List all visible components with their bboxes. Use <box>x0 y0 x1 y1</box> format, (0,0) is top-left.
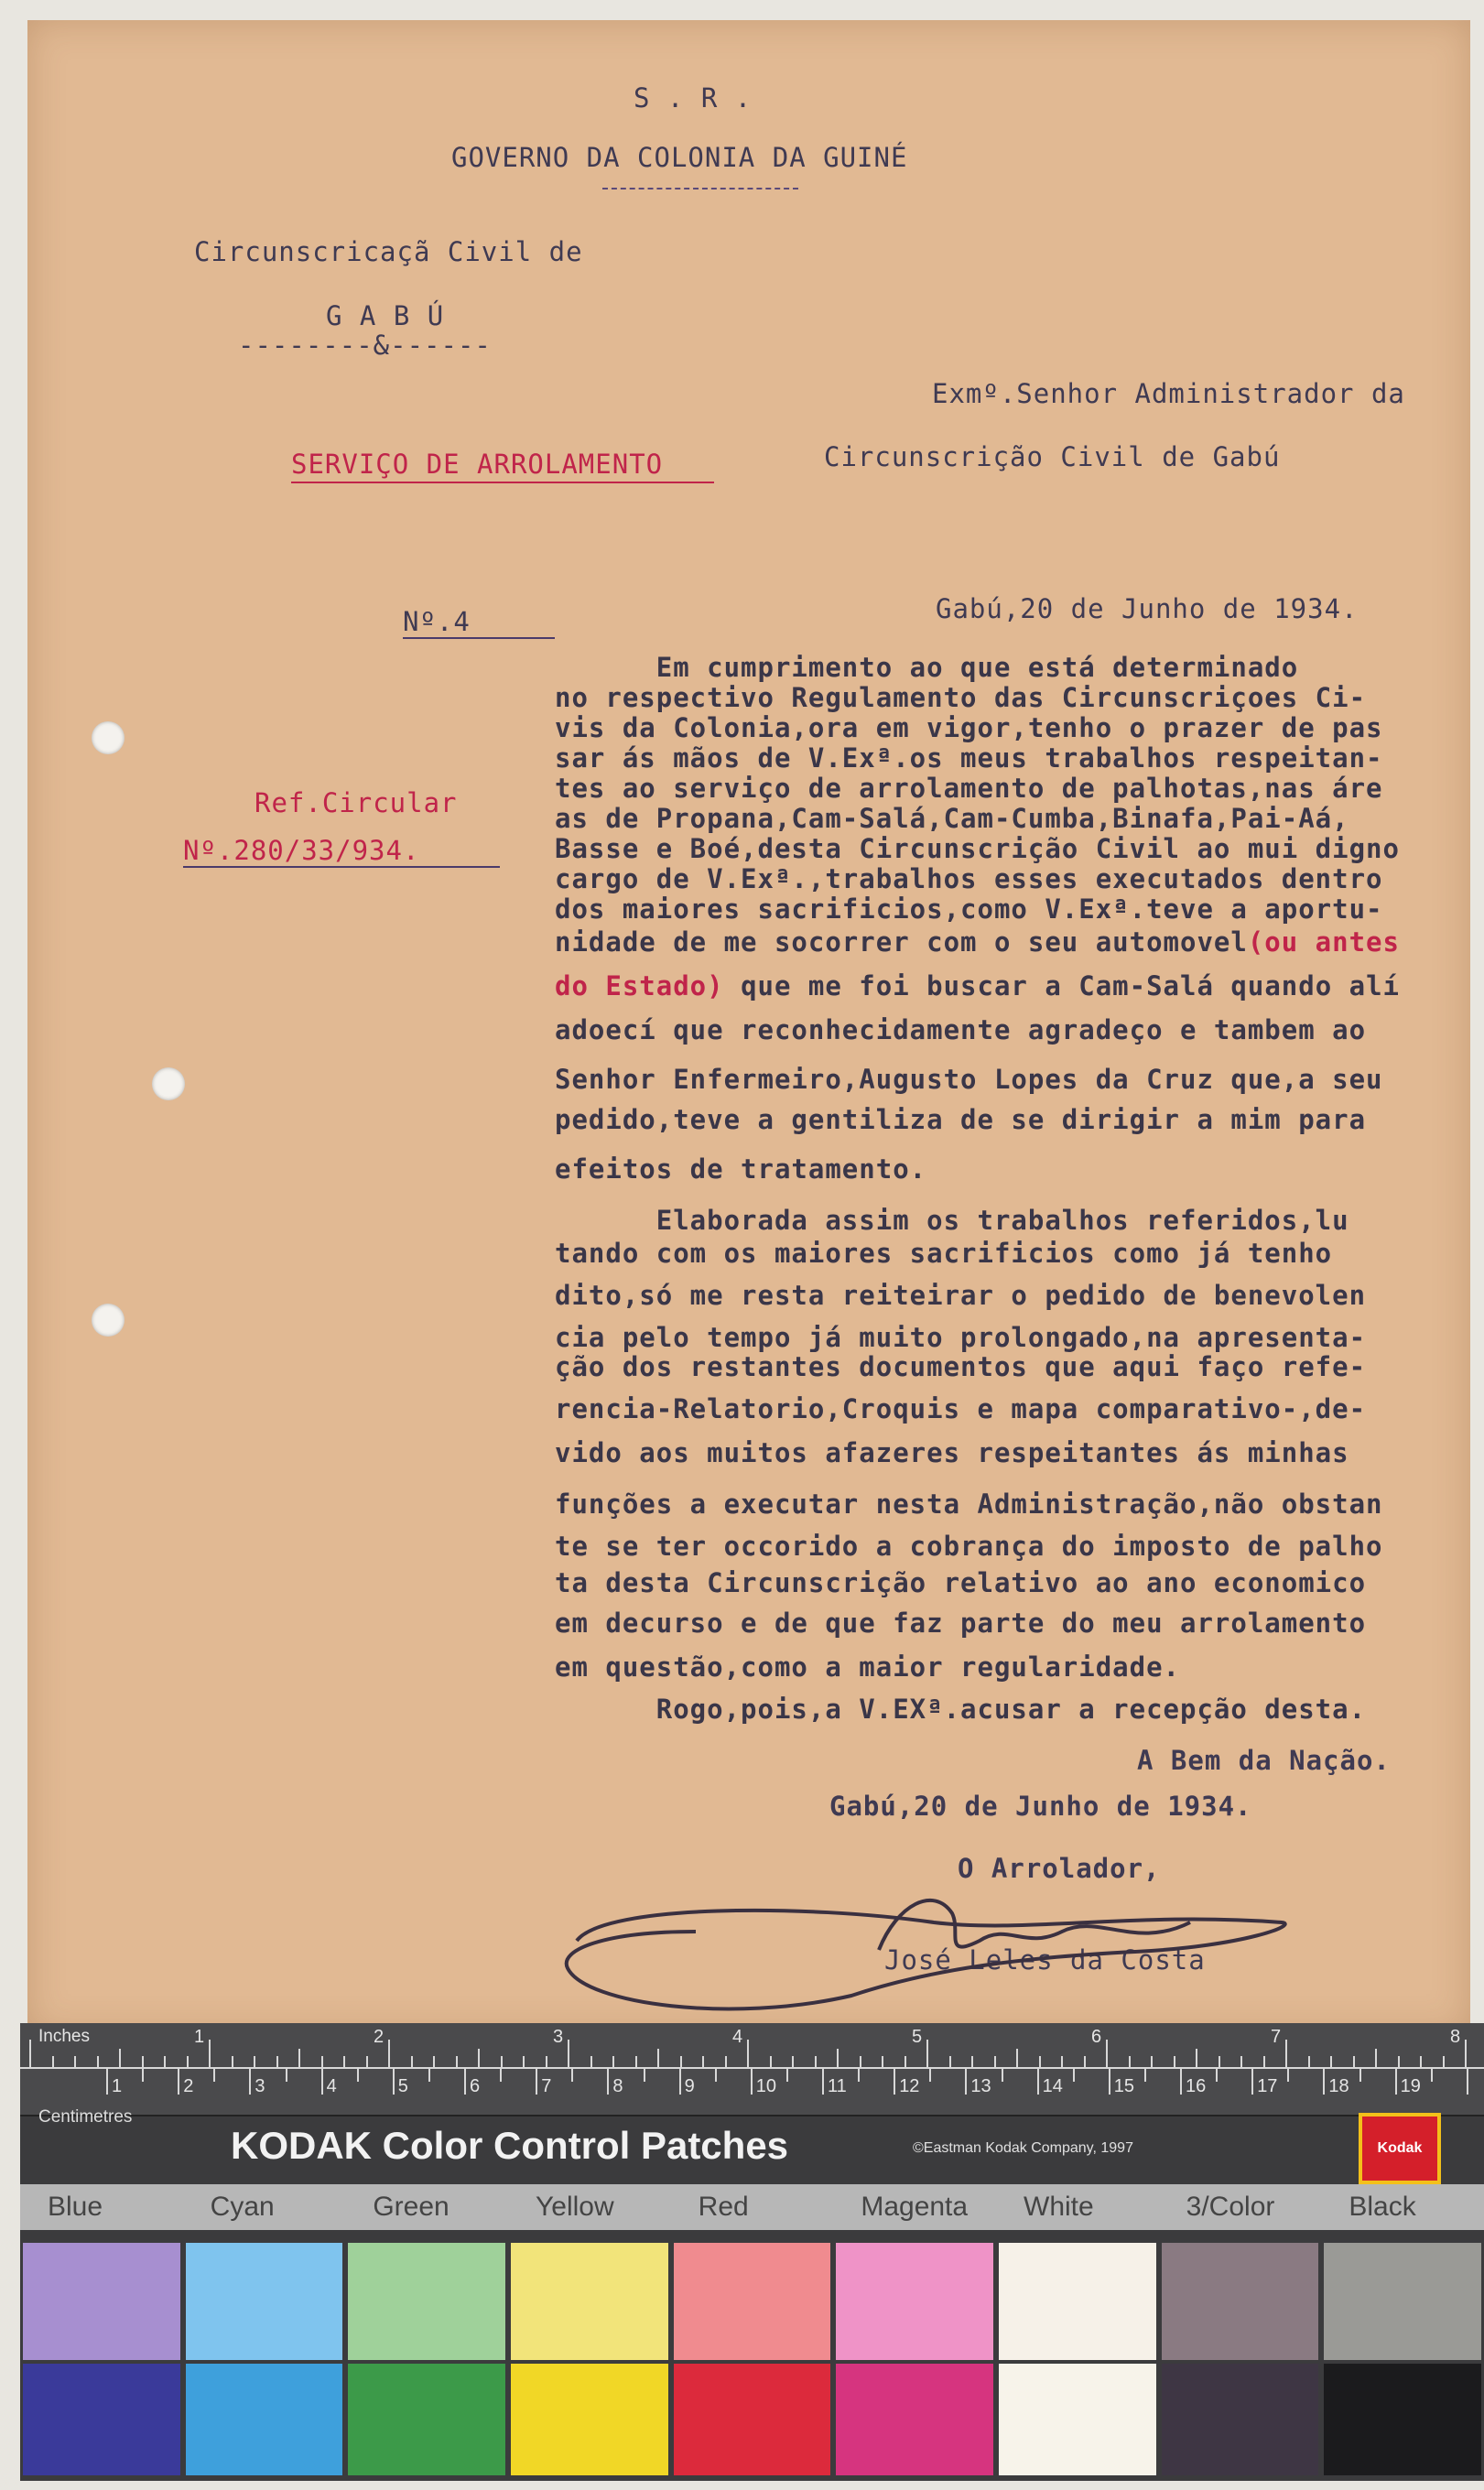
color-patch-bottom <box>23 2364 180 2475</box>
inch-tick <box>276 2056 278 2067</box>
inch-tick <box>119 2049 121 2067</box>
body-line: te se ter occorido a cobrança do imposto de palho <box>555 1531 1383 1562</box>
color-patch-top <box>999 2243 1156 2360</box>
inch-tick <box>702 2056 704 2067</box>
cm-number: 6 <box>470 2076 481 2096</box>
inch-tick <box>590 2056 592 2067</box>
number-underline <box>403 637 555 639</box>
inch-tick <box>501 2056 503 2067</box>
color-patch-bottom <box>674 2364 831 2475</box>
body-text: nidade de me socorrer com o seu automovel <box>555 926 1248 958</box>
body-line: pedido,teve a gentiliza de se dirigir a mim para <box>555 1104 1367 1135</box>
inch-number: 6 <box>1091 2027 1102 2047</box>
cm-tick <box>929 2069 931 2082</box>
inch-tick <box>343 2056 345 2067</box>
cm-tick <box>500 2069 502 2082</box>
cm-number: 1 <box>112 2076 123 2096</box>
patch-name: Red <box>698 2192 749 2222</box>
cm-number: 10 <box>755 2076 777 2096</box>
inch-tick <box>298 2049 300 2067</box>
cm-tick <box>751 2069 753 2095</box>
color-patch-bottom <box>999 2364 1156 2475</box>
cm-number: 17 <box>1257 2076 1278 2096</box>
signer-role: O Arrolador, <box>958 1853 1161 1884</box>
body-line: dos maiores sacrificios,como V.Exª.teve a aportu- <box>555 893 1383 925</box>
inch-tick <box>388 2040 390 2067</box>
cm-tick <box>1287 2069 1289 2082</box>
cm-number: 18 <box>1328 2076 1349 2096</box>
signer-name: José Leles da Costa <box>884 1944 1206 1976</box>
body-line-with-annotation <box>555 970 1400 1001</box>
header-underline <box>602 188 798 189</box>
inch-tick <box>74 2056 76 2067</box>
inch-tick <box>882 2056 883 2067</box>
cm-tick <box>1216 2069 1218 2082</box>
body-line: funções a executar nesta Administração,não obstan <box>555 1489 1383 1520</box>
patch-name: Yellow <box>536 2192 614 2222</box>
body-line-with-annotation <box>555 926 1400 958</box>
color-patch-bottom <box>1162 2364 1319 2475</box>
cm-tick <box>142 2069 144 2082</box>
reference-number: Nº.280/33/934. <box>183 835 420 866</box>
inch-tick <box>1285 2040 1287 2067</box>
color-patch-top <box>186 2243 343 2360</box>
inch-tick <box>97 2056 99 2067</box>
inch-tick <box>1196 2049 1197 2067</box>
addressee-line2: Circunscrição Civil de Gabú <box>824 441 1281 472</box>
cm-tick <box>715 2069 717 2082</box>
inch-tick <box>546 2056 547 2067</box>
inch-tick <box>478 2049 480 2067</box>
cm-tick <box>1073 2069 1075 2082</box>
color-patch-bottom <box>1324 2364 1481 2475</box>
cm-number: 15 <box>1113 2076 1135 2096</box>
body-line: em questão,como a maior regularidade. <box>555 1651 1181 1683</box>
inch-tick <box>860 2056 861 2067</box>
cm-number: 12 <box>899 2076 920 2096</box>
inch-tick <box>1039 2056 1041 2067</box>
cm-tick <box>213 2069 215 2082</box>
color-patch-top <box>674 2243 831 2360</box>
inch-tick <box>926 2040 928 2067</box>
cm-number: 16 <box>1186 2076 1207 2096</box>
cm-tick <box>858 2069 860 2082</box>
inch-tick <box>1263 2056 1265 2067</box>
color-patch-bottom <box>186 2364 343 2475</box>
body-line: vido aos muitos afazeres respeitantes ás minhas <box>555 1437 1349 1468</box>
inch-tick <box>949 2056 951 2067</box>
cm-tick <box>1359 2069 1361 2082</box>
inch-tick <box>187 2056 189 2067</box>
cm-tick <box>1431 2069 1433 2082</box>
gabu-title: G A B Ú <box>326 300 445 331</box>
inch-tick <box>815 2056 817 2067</box>
cm-tick <box>1395 2069 1397 2095</box>
inch-tick <box>1330 2056 1332 2067</box>
body-line: Rogo,pois,a V.EXª.acusar a recepção desta. <box>555 1694 1367 1725</box>
cm-tick <box>1323 2069 1325 2095</box>
inch-tick <box>321 2056 323 2067</box>
color-patch-top <box>348 2243 505 2360</box>
inch-tick <box>523 2056 525 2067</box>
cm-tick <box>1002 2069 1003 2082</box>
inch-tick <box>657 2049 659 2067</box>
inch-tick <box>971 2056 973 2067</box>
inch-tick <box>635 2056 637 2067</box>
inch-tick <box>1240 2056 1242 2067</box>
cm-number: 8 <box>612 2076 623 2096</box>
circunscricao-label: Circunscricaçã Civil de <box>194 236 583 267</box>
inch-tick <box>1219 2056 1220 2067</box>
inch-tick <box>1375 2049 1377 2067</box>
centimetres-label: Centimetres <box>38 2107 133 2127</box>
cm-number: 5 <box>397 2076 408 2096</box>
cm-tick <box>607 2069 609 2095</box>
inch-tick <box>209 2040 211 2067</box>
kodak-title: KODAK Color Control Patches <box>231 2124 789 2167</box>
header-sr: S . R . <box>634 82 753 114</box>
cm-tick <box>357 2069 359 2082</box>
patch-name: 3/Color <box>1186 2192 1275 2222</box>
body-line: cargo de V.Exª.,trabalhos esses executados dentro <box>555 863 1383 894</box>
inch-tick <box>1398 2056 1400 2067</box>
signature-icon <box>549 1868 1318 2014</box>
body-line: vis da Colonia,ora em vigor,tenho o prazer de pas <box>555 712 1383 743</box>
measurement-ruler <box>20 2023 1484 2127</box>
closing-date: Gabú,20 de Junho de 1934. <box>829 1791 1252 1822</box>
cm-tick <box>286 2069 287 2082</box>
inch-number: 4 <box>732 2027 743 2047</box>
color-patch-bottom <box>511 2364 668 2475</box>
cm-tick <box>1037 2069 1039 2095</box>
inch-number: 3 <box>553 2027 564 2047</box>
cm-tick <box>536 2069 537 2095</box>
inch-tick <box>1106 2040 1108 2067</box>
header-government: GOVERNO DA COLONIA DA GUINÉ <box>451 142 908 173</box>
punch-hole <box>152 1067 185 1100</box>
cm-tick <box>249 2069 251 2095</box>
inch-tick <box>1084 2056 1086 2067</box>
body-line: Senhor Enfermeiro,Augusto Lopes da Cruz que,a seu <box>555 1064 1383 1095</box>
addressee-line1: Exmº.Senhor Administrador da <box>932 378 1405 409</box>
handwritten-insertion: do Estado) <box>555 970 724 1001</box>
cm-tick <box>894 2069 895 2095</box>
inch-tick <box>1465 2040 1467 2067</box>
inch-tick <box>1061 2056 1063 2067</box>
cm-tick <box>965 2069 967 2095</box>
cm-tick <box>1467 2069 1468 2095</box>
cm-number: 2 <box>183 2076 194 2096</box>
cm-number: 9 <box>684 2076 695 2096</box>
inch-tick <box>1129 2056 1131 2067</box>
color-patch-top <box>23 2243 180 2360</box>
inch-tick <box>433 2056 435 2067</box>
service-title: SERVIÇO DE ARROLAMENTO <box>291 449 664 480</box>
patch-name: Cyan <box>210 2192 275 2222</box>
inch-tick <box>837 2049 839 2067</box>
kodak-color-target <box>20 2023 1484 2481</box>
inch-tick <box>792 2056 794 2067</box>
inch-tick <box>456 2056 458 2067</box>
body-line: ção dos restantes documentos que aqui faço refe- <box>555 1351 1367 1382</box>
cm-number: 3 <box>255 2076 265 2096</box>
kodak-copyright: ©Eastman Kodak Company, 1997 <box>913 2140 1133 2156</box>
inch-tick <box>411 2056 413 2067</box>
cm-tick <box>1180 2069 1182 2095</box>
body-line: Basse e Boé,desta Circunscrição Civil ao mui digno <box>555 833 1400 864</box>
gabu-divider: --------&------ <box>238 330 492 361</box>
body-line: tando com os maiores sacrificios como já tenho <box>555 1238 1333 1269</box>
body-line: cia pelo tempo já muito prolongado,na apresenta- <box>555 1322 1367 1353</box>
inch-tick <box>254 2056 255 2067</box>
inch-tick <box>1353 2056 1355 2067</box>
color-patch-top <box>511 2243 668 2360</box>
body-line: no respectivo Regulamento das Circunscriçoes Ci- <box>555 682 1367 713</box>
body-line: as de Propana,Cam-Salá,Cam-Cumba,Binafa,Pai-Aá, <box>555 803 1349 834</box>
cm-tick <box>644 2069 645 2082</box>
cm-tick <box>106 2069 108 2095</box>
inch-number: 1 <box>194 2027 205 2047</box>
handwritten-insertion: (ou antes <box>1247 926 1400 958</box>
cm-tick <box>178 2069 179 2095</box>
service-underline <box>291 482 714 483</box>
cm-number: 4 <box>326 2076 337 2096</box>
reference-underline <box>183 866 500 868</box>
inch-tick <box>612 2056 614 2067</box>
date-top: Gabú,20 de Junho de 1934. <box>936 593 1359 624</box>
cm-tick <box>464 2069 466 2095</box>
inch-tick <box>568 2040 569 2067</box>
patch-name: Green <box>373 2192 450 2222</box>
cm-tick <box>786 2069 788 2082</box>
inch-number: 2 <box>374 2027 385 2047</box>
kodak-logo: Kodak <box>1359 2113 1441 2184</box>
inch-number: 8 <box>1450 2027 1461 2047</box>
inch-tick <box>366 2056 368 2067</box>
cm-tick <box>321 2069 323 2095</box>
reference-label: Ref.Circular <box>255 787 458 818</box>
inch-tick <box>994 2056 996 2067</box>
color-patch-top <box>836 2243 993 2360</box>
inch-number: 7 <box>1271 2027 1282 2047</box>
cm-number: 14 <box>1042 2076 1063 2096</box>
inch-tick <box>1443 2056 1445 2067</box>
inch-tick <box>904 2056 906 2067</box>
punch-hole <box>92 721 125 754</box>
inches-label: Inches <box>38 2027 90 2046</box>
inch-tick <box>747 2040 749 2067</box>
color-patch-bottom <box>836 2364 993 2475</box>
cm-tick <box>1251 2069 1253 2095</box>
cm-tick <box>393 2069 395 2095</box>
inch-tick <box>725 2056 727 2067</box>
cm-tick <box>1144 2069 1146 2082</box>
cm-number: 19 <box>1400 2076 1421 2096</box>
inch-number: 5 <box>912 2027 923 2047</box>
punch-hole <box>92 1304 125 1337</box>
inch-tick <box>142 2056 144 2067</box>
cm-tick <box>571 2069 573 2082</box>
body-line: Em cumprimento ao que está determinado <box>555 652 1299 683</box>
inch-tick <box>1308 2056 1310 2067</box>
inch-tick <box>1420 2056 1422 2067</box>
cm-tick <box>428 2069 430 2082</box>
color-patch-top <box>1324 2243 1481 2360</box>
inch-tick <box>164 2056 166 2067</box>
color-patch-bottom <box>348 2364 505 2475</box>
inch-tick <box>52 2056 54 2067</box>
cm-tick <box>1109 2069 1110 2095</box>
cm-number: 13 <box>970 2076 991 2096</box>
inch-tick <box>29 2040 31 2067</box>
patch-name: Black <box>1349 2192 1416 2222</box>
salutation: A Bem da Nação. <box>1137 1745 1391 1776</box>
patch-name: Blue <box>48 2192 103 2222</box>
body-text: que me foi buscar a Cam-Salá quando alí <box>723 970 1400 1001</box>
inch-tick <box>1151 2056 1153 2067</box>
body-line: em decurso e de que faz parte do meu arrolamento <box>555 1608 1367 1639</box>
cm-tick <box>679 2069 681 2095</box>
body-line: sar ás mãos de V.Exª.os meus trabalhos respeitan- <box>555 742 1383 774</box>
inch-tick <box>1174 2056 1175 2067</box>
body-line: adoecí que reconhecidamente agradeço e tambem ao <box>555 1014 1367 1045</box>
cm-number: 11 <box>828 2076 847 2096</box>
body-line: rencia-Relatorio,Croquis e mapa comparativo-,de- <box>555 1393 1367 1424</box>
document-number: Nº.4 <box>403 606 471 637</box>
inch-tick <box>1016 2049 1018 2067</box>
body-line: Elaborada assim os trabalhos referidos,lu <box>555 1205 1349 1236</box>
body-line: efeitos de tratamento. <box>555 1153 927 1185</box>
inch-tick <box>770 2056 772 2067</box>
patch-name: Magenta <box>861 2192 969 2222</box>
body-line: ta desta Circunscrição relativo ao ano economico <box>555 1567 1367 1598</box>
cm-number: 7 <box>541 2076 552 2096</box>
color-patch-top <box>1162 2243 1319 2360</box>
body-line: tes ao serviço de arrolamento de palhotas,nas áre <box>555 773 1383 804</box>
patch-name: White <box>1024 2192 1094 2222</box>
inch-tick <box>680 2056 682 2067</box>
cm-tick <box>822 2069 824 2095</box>
body-line: dito,só me resta reiteirar o pedido de benevolen <box>555 1280 1367 1311</box>
inch-tick <box>232 2056 233 2067</box>
patch-names-row <box>20 2184 1484 2230</box>
